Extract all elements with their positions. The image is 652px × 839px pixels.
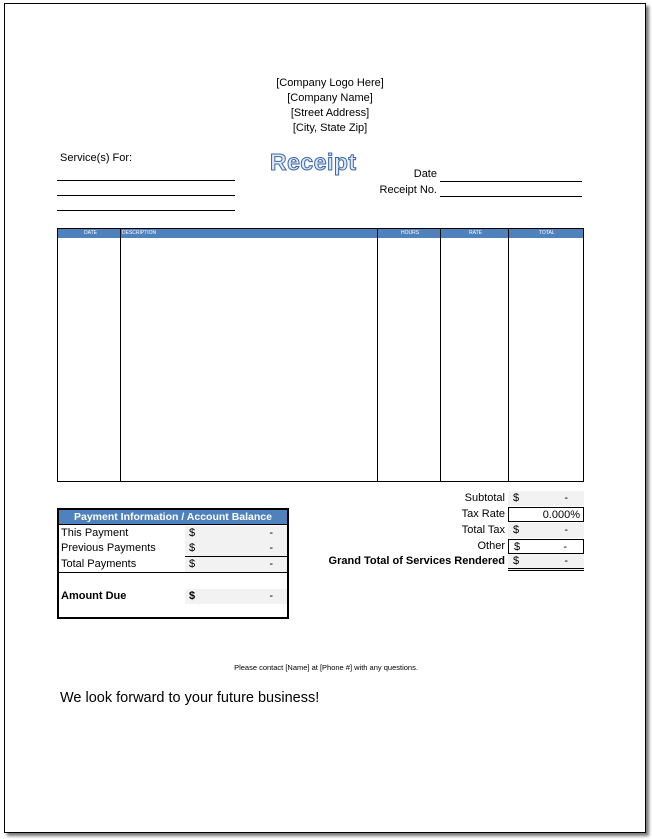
- currency-symbol: $: [514, 541, 521, 553]
- payment-row-this-payment: [59, 526, 287, 541]
- amount: -: [269, 558, 273, 570]
- amount: -: [269, 542, 273, 554]
- previous-payments-label: Previous Payments: [61, 542, 156, 554]
- currency-symbol: $: [513, 492, 520, 504]
- grand-total-value: [508, 554, 584, 571]
- contact-note: Please contact [Name] at [Phone #] with any questions.: [234, 663, 418, 672]
- header-hours: HOURS: [401, 230, 420, 236]
- column-divider-rate: [440, 229, 441, 481]
- tax-rate-label: Tax Rate: [461, 508, 505, 520]
- header-total: TOTAL: [539, 230, 555, 236]
- tax-rate-input[interactable]: [508, 507, 584, 522]
- this-payment-label: This Payment: [61, 527, 129, 539]
- amount: -: [269, 527, 273, 539]
- services-for-label: Service(s) For:: [60, 152, 133, 164]
- payment-row-amount-due: [59, 589, 287, 604]
- payment-row-total-payments: [59, 557, 287, 572]
- services-line-1[interactable]: [57, 180, 235, 181]
- currency-symbol: $: [513, 555, 520, 567]
- subtotal-label: Subtotal: [464, 492, 505, 504]
- column-divider-total: [508, 229, 509, 481]
- amount-due-value: [185, 589, 287, 604]
- amount-due-label: Amount Due: [61, 590, 127, 602]
- subtotal-value: [508, 491, 584, 506]
- other-label: Other: [477, 540, 505, 552]
- payment-section-divider: [59, 572, 287, 573]
- receipt-no-field[interactable]: [440, 196, 582, 197]
- company-logo-placeholder: [Company Logo Here]: [276, 77, 384, 89]
- receipt-page: [4, 3, 646, 833]
- payment-info-header: Payment Information / Account Balance: [59, 510, 287, 525]
- services-line-3[interactable]: [57, 210, 235, 211]
- total-tax-label: Total Tax: [461, 524, 505, 536]
- currency-symbol: $: [189, 590, 196, 602]
- payment-info-box: [57, 508, 289, 619]
- header-date: DATE: [84, 230, 97, 236]
- this-payment-value[interactable]: [185, 526, 287, 541]
- column-divider-description: [120, 229, 121, 481]
- company-street: [Street Address]: [290, 107, 370, 119]
- services-line-2[interactable]: [57, 195, 235, 196]
- currency-symbol: $: [189, 558, 196, 570]
- column-divider-hours: [377, 229, 378, 481]
- header-rate: RATE: [469, 230, 482, 236]
- thank-you-message: We look forward to your future business!: [60, 690, 320, 706]
- amount: -: [564, 524, 568, 536]
- company-name: [Company Name]: [287, 92, 373, 104]
- date-label: Date: [413, 168, 437, 180]
- total-payments-label: Total Payments: [61, 558, 137, 570]
- amount: -: [269, 590, 273, 602]
- receipt-title: Receipt: [270, 149, 357, 175]
- total-tax-value: [508, 523, 584, 538]
- receipt-no-label: Receipt No.: [379, 184, 437, 196]
- amount: -: [563, 541, 567, 553]
- currency-symbol: $: [189, 542, 196, 554]
- other-input[interactable]: [508, 539, 584, 554]
- amount: -: [564, 555, 568, 567]
- header-description: DESCRIPTION: [122, 230, 157, 236]
- amount: -: [564, 492, 568, 504]
- date-field[interactable]: [440, 181, 582, 182]
- currency-symbol: $: [513, 524, 520, 536]
- items-table-header: [58, 229, 583, 238]
- grand-total-label: Grand Total of Services Rendered: [328, 555, 505, 567]
- company-city: [City, State Zip]: [292, 122, 368, 134]
- payment-row-previous-payments: [59, 541, 287, 556]
- items-table: [57, 228, 584, 482]
- currency-symbol: $: [189, 527, 196, 539]
- tax-rate-value: 0.000%: [542, 509, 580, 521]
